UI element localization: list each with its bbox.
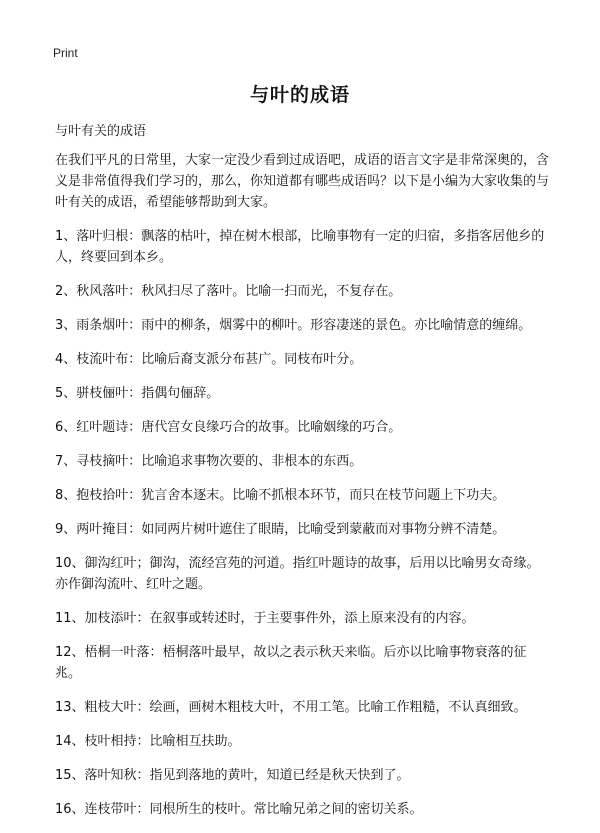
page-title: 与叶的成语 xyxy=(249,84,350,106)
idiom-item: 5、骈枝俪叶：指偶句俪辞。 xyxy=(55,386,220,401)
intro-paragraph: 在我们平凡的日常里，大家一定没少看到过成语吧，成语的语言文字是非常深奥的，含义是非常值得我们学习的，那么，你知道都有哪些成语吗？以下是小编为大家收集的与叶有关的成语，希望能够帮助到大家。 xyxy=(55,153,550,210)
idiom-item: 7、寻枝摘叶：比喻追求事物次要的、非根本的东西。 xyxy=(55,454,363,469)
idiom-item: 8、抱枝拾叶：犹言舍本逐末。比喻不抓根本环节，而只在枝节问题上下功夫。 xyxy=(55,488,506,503)
idiom-item: 16、连枝带叶：同根所生的枝叶。常比喻兄弟之间的密切关系。 xyxy=(55,802,423,817)
idiom-item: 14、枝叶相持：比喻相互扶助。 xyxy=(55,734,241,749)
idiom-item: 2、秋风落叶：秋风扫尽了落叶。比喻一扫而光，不复存在。 xyxy=(55,284,402,299)
idiom-item: 11、加枝添叶：在叙事或转述时，于主要事件外，添上原来没有的内容。 xyxy=(55,611,475,626)
idiom-item: 6、红叶题诗：唐代宫女良缘巧合的故事。比喻姻缘的巧合。 xyxy=(55,420,402,435)
idiom-item: 4、枝流叶布：比喻后裔支派分布甚广。同枝布叶分。 xyxy=(55,352,363,367)
idiom-item: 12、梧桐一叶落：梧桐落叶最早，故以之表示秋天来临。后亦以比喻事物衰落的征兆。 xyxy=(55,645,527,681)
print-label[interactable]: Print xyxy=(53,46,78,60)
idiom-item: 9、两叶掩目：如同两片树叶遮住了眼睛，比喻受到蒙蔽而对事物分辨不清楚。 xyxy=(55,522,506,537)
idiom-item: 1、落叶归根：飘落的枯叶，掉在树木根部，比喻事物有一定的归宿，多指客居他乡的人，终要回到本乡。 xyxy=(55,229,545,265)
idiom-list xyxy=(55,226,550,820)
idiom-item: 10、御沟红叶；御沟，流经宫苑的河道。指红叶题诗的故事，后用以比喻男女奇缘。亦作御沟流叶、红叶之题。 xyxy=(55,556,540,592)
idiom-item: 3、雨条烟叶：雨中的柳条，烟雾中的柳叶。形容凄迷的景色。亦比喻情意的缠绵。 xyxy=(55,318,532,333)
article-body xyxy=(55,150,550,833)
idiom-item: 15、落叶知秋：指见到落地的黄叶，知道已经是秋天快到了。 xyxy=(55,768,410,783)
subtitle: 与叶有关的成语 xyxy=(55,124,147,139)
idiom-item: 13、粗枝大叶：绘画，画树木粗枝大叶，不用工笔。比喻工作粗糙，不认真细致。 xyxy=(55,700,527,715)
